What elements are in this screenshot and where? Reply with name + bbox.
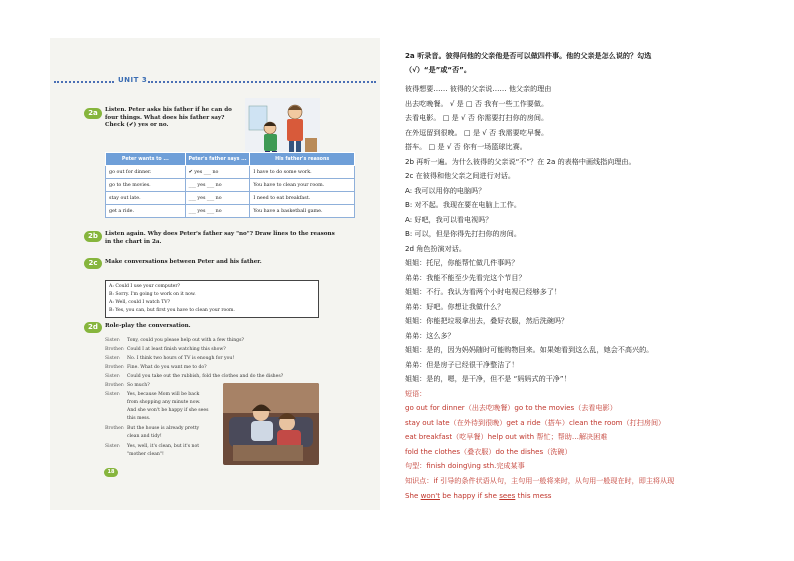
notes-dialogue-line: 弟弟：我能不能至少先看完这个节目？ — [405, 273, 526, 282]
dialogue-text: Could you take out the rubbish, fold the clothes and do the dishes? — [127, 374, 284, 379]
notes-pattern: 句型：finish doing\ing sth.完成某事 — [405, 461, 525, 470]
notes-dialogue-line: 姐姐：不行。我认为看两个小时电视已经够多了！ — [405, 287, 562, 296]
badge-2c: 2c — [84, 258, 102, 269]
dialogue-text: Fine. What do you want me to do? — [127, 365, 207, 370]
notes-example-sentence: She won't be happy if she sees this mess — [405, 491, 552, 500]
dialogue-speaker: Brother: — [105, 426, 125, 431]
unit-dotted-rule-right — [148, 81, 376, 83]
box-line: A: Could I use your computer? — [109, 284, 180, 289]
notes-vocab-line: fold the clothes（叠衣服）do the dishes（洗碗） — [405, 447, 572, 456]
instruction-2b-line2: in the chart in 2a. — [105, 238, 162, 245]
underlined-verb: sees — [499, 491, 516, 500]
table-row — [106, 205, 355, 218]
badge-2d: 2d — [84, 322, 102, 333]
box-line: A: Well, could I watch TV? — [109, 300, 171, 305]
notes-conv-line: A: 我可以用你的电脑吗？ — [405, 186, 486, 195]
notes-dialogue-line: 姐姐：是的，嗯，是干净，但不是 “妈妈式的干净”！ — [405, 374, 571, 383]
table-cell-reason: You have to clean your room. — [250, 179, 355, 192]
badge-2a: 2a — [84, 108, 102, 119]
dialogue-speaker: Brother: — [105, 347, 125, 352]
instruction-2a — [105, 107, 232, 130]
table-2a-header-row — [106, 153, 355, 166]
notes-dialogue-line: 弟弟：好吧。你想让我做什么？ — [405, 302, 505, 311]
unit-header — [54, 76, 376, 86]
dialogue-line — [105, 444, 199, 449]
notes-table-row: 彼得想要…… 彼得的父亲说…… 他父亲的理由 — [405, 84, 552, 93]
instruction-2d: Role-play the conversation. — [105, 323, 191, 329]
page-number: 18 — [104, 468, 118, 477]
notes-table-row: 去看电影。 □ 是 √ 否 你需要打扫你的房间。 — [405, 113, 549, 122]
dialogue-line — [105, 338, 244, 343]
dialogue-line — [105, 365, 207, 370]
notes-knowledge: 知识点：if 引导的条件状语从句，主句用一般将来时，从句用一般现在时，即主将从现 — [405, 476, 675, 485]
notes-2a-title-line1: 2a 听录音。彼得问他的父亲他是否可以做四件事。他的父亲是怎么说的？勾选 — [405, 51, 652, 60]
dialogue-line — [105, 374, 283, 379]
dialogue-line — [105, 408, 208, 413]
table-cell-want: go to the movies. — [106, 179, 186, 192]
dialogue-speaker: Sister: — [105, 338, 121, 343]
dialogue-line — [105, 383, 150, 388]
dialogue-line — [105, 392, 199, 397]
notes-dialogue-line: 姐姐：托尼，你能帮忙做几件事吗？ — [405, 258, 519, 267]
table-cell-reason: I need to eat breakfast. — [250, 192, 355, 205]
dialogue-text: this mess. — [127, 416, 151, 421]
dialogue-text: But the house is already pretty — [127, 426, 200, 431]
notes-dialogue-line: 弟弟：这么多？ — [405, 331, 455, 340]
dialogue-line — [105, 416, 150, 421]
dialogue-text: "mother clean"! — [127, 452, 164, 457]
dialogue-text: And she won't be happy if she sees — [127, 408, 209, 413]
table-cell-says: ✔ yes ___ no — [185, 166, 250, 179]
notes-conv-line: B: 可以，但是你得先打扫你的房间。 — [405, 229, 521, 238]
dialogue-text: Tony, could you please help out with a few things? — [127, 338, 244, 343]
table-cell-want: go out for dinner. — [106, 166, 186, 179]
notes-2a-title-line2: （√）“是”或“否”。 — [405, 65, 471, 74]
dialogue-line — [105, 347, 226, 352]
notes-vocab-line: go out for dinner（出去吃晚餐）go to the movies（去看电影） — [405, 403, 617, 412]
notes-2d: 2d 角色扮演对话。 — [405, 244, 466, 253]
dialogue-speaker: Sister: — [105, 356, 121, 361]
dialogue-text: Could I at least finish watching this show? — [127, 347, 226, 352]
conversation-box-2c — [105, 280, 319, 318]
badge-2b: 2b — [84, 231, 102, 242]
instruction-2a-line2: four things. What does his father say? — [105, 114, 225, 121]
dialogue-line — [105, 452, 164, 457]
table-cell-want: get a ride. — [106, 205, 186, 218]
instruction-2a-line1: Listen. Peter asks his father if he can do — [105, 107, 232, 113]
table-2a-header: His father's reasons — [250, 153, 355, 166]
instruction-2b-line1: Listen again. Why does Peter's father say "no"? Draw lines to the reasons — [105, 231, 335, 237]
textbook-page — [50, 38, 380, 510]
notes-table-row: 搭车。 □ 是 √ 否 你有一场篮球比赛。 — [405, 142, 527, 151]
dialogue-text: So much? — [127, 383, 150, 388]
dialogue-speaker: Sister: — [105, 392, 121, 397]
unit-label: UNIT 3 — [118, 76, 148, 84]
table-cell-says: ___ yes ___ no — [185, 192, 250, 205]
underlined-verb: won't — [420, 491, 440, 500]
table-row — [106, 179, 355, 192]
dialogue-line — [105, 400, 200, 405]
dialogue-text: from shopping any minute now. — [127, 400, 201, 405]
notes-dialogue-line: 弟弟：但是房子已经很干净整洁了！ — [405, 360, 519, 369]
dialogue-speaker: Brother: — [105, 365, 125, 370]
notes-2c: 2c 在彼得和他父亲之间进行对话。 — [405, 171, 515, 180]
notes-2b: 2b 再听一遍。为什么彼得的父亲说“不”？在 2a 的表格中画线指向理由。 — [405, 157, 636, 166]
dialogue-text: Yes, well, it's clean, but it's not — [127, 444, 200, 449]
notes-conv-line: A: 好吧，我可以看电视吗？ — [405, 215, 493, 224]
table-row — [106, 166, 355, 179]
notes-conv-line: B: 对不起。我现在要在电脑上工作。 — [405, 200, 521, 209]
dialogue-speaker: Brother: — [105, 383, 125, 388]
notes-table-row: 在外逗留到很晚。 □ 是 √ 否 我需要吃早餐。 — [405, 128, 549, 137]
notes-vocab-title: 短语： — [405, 389, 427, 398]
unit-dotted-rule-left — [54, 81, 114, 83]
dialogue-text: No. I think two hours of TV is enough for you! — [127, 356, 235, 361]
dialogue-speaker: Sister: — [105, 444, 121, 449]
table-cell-says: ___ yes ___ no — [185, 205, 250, 218]
dialogue-text: Yes, because Mom will be back — [127, 392, 200, 397]
notes-dialogue-line: 姐姐：是的，因为妈妈随时可能购物回来。如果她看到这么乱，她会不高兴的。 — [405, 345, 654, 354]
box-line: B: Yes, you can, but first you have to clean your room. — [109, 308, 235, 313]
box-line: B: Sorry. I'm going to work on it now. — [109, 292, 196, 297]
table-2a-header: Peter's father says ... — [185, 153, 250, 166]
table-row — [106, 192, 355, 205]
dialogue-text: clean and tidy! — [127, 434, 162, 439]
notes-vocab-line: eat breakfast（吃早餐）help out with 帮忙；帮助…解决困难 — [405, 432, 608, 441]
table-2a — [105, 152, 355, 218]
dialogue-line — [105, 426, 199, 431]
table-2a-header: Peter wants to ... — [106, 153, 186, 166]
table-cell-want: stay out late. — [106, 192, 186, 205]
instruction-2a-line3: Check (✔) yes or no. — [105, 122, 169, 128]
notes-table-row: 出去吃晚餐。 √ 是 □ 否 我有一些工作要做。 — [405, 99, 549, 108]
dialogue-line — [105, 434, 162, 439]
notes-vocab-line: stay out late（在外待到很晚）get a ride（搭车）clean the room（打扫房间） — [405, 418, 666, 427]
notes-dialogue-line: 姐姐：你能把垃圾拿出去，叠好衣服，然后洗碗吗？ — [405, 316, 569, 325]
siblings-photo — [223, 383, 319, 465]
table-cell-reason: You have a basketball game. — [250, 205, 355, 218]
instruction-2b — [105, 231, 335, 246]
instruction-2c: Make conversations between Peter and his father. — [105, 259, 262, 265]
table-cell-says: ___ yes ___ no — [185, 179, 250, 192]
dialogue-line — [105, 356, 234, 361]
table-cell-reason: I have to do some work. — [250, 166, 355, 179]
dialogue-speaker: Sister: — [105, 374, 121, 379]
